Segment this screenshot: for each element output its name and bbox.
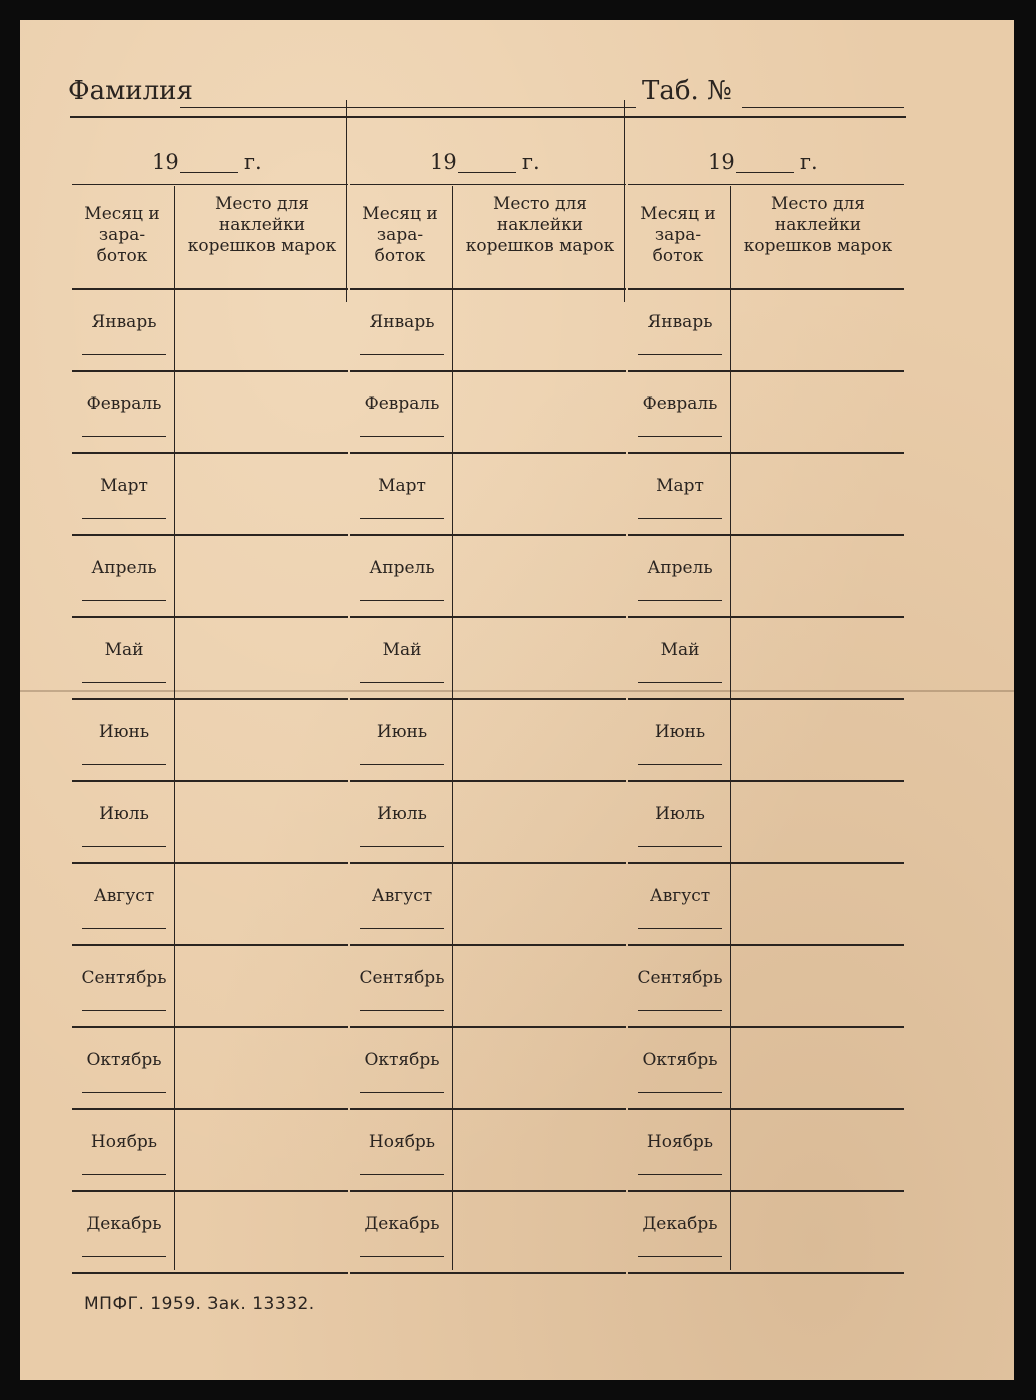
row-rule (350, 616, 626, 618)
earnings-field[interactable] (360, 764, 444, 765)
stamp-slot[interactable] (734, 460, 902, 534)
stamp-slot[interactable] (734, 952, 902, 1026)
stamp-slot[interactable] (178, 1034, 346, 1108)
month-label: Август (649, 886, 711, 906)
stamp-slot[interactable] (456, 542, 624, 616)
stamp-slot[interactable] (456, 378, 624, 452)
stamp-slot[interactable] (456, 296, 624, 370)
month-label: Апрель (647, 558, 713, 578)
earnings-field[interactable] (360, 1092, 444, 1093)
month-label: Ноябрь (90, 1132, 158, 1152)
month-label: Июнь (376, 722, 428, 742)
row-rule (350, 698, 626, 700)
row-rule (72, 1190, 348, 1192)
month-label: Июнь (98, 722, 150, 742)
month-label: Август (93, 886, 155, 906)
row-rule (72, 370, 348, 372)
row-rule (350, 780, 626, 782)
month-label: Апрель (91, 558, 157, 578)
earnings-field[interactable] (82, 1256, 166, 1257)
stamp-slot[interactable] (734, 378, 902, 452)
earnings-field[interactable] (638, 354, 722, 355)
month-label: Февраль (642, 394, 718, 414)
row-rule (628, 1108, 904, 1110)
year-block-2 (350, 120, 626, 1270)
month-label: Сентябрь (359, 968, 445, 988)
row-rule (350, 1108, 626, 1110)
year-rule (350, 184, 626, 185)
earnings-field[interactable] (638, 1092, 722, 1093)
document-sheet (20, 20, 1014, 1380)
row-rule (72, 698, 348, 700)
stamp-slot[interactable] (178, 296, 346, 370)
stamp-slot[interactable] (734, 788, 902, 862)
stamp-slot[interactable] (456, 1116, 624, 1190)
row-rule (628, 1190, 904, 1192)
earnings-field[interactable] (82, 846, 166, 847)
month-label: Январь (647, 312, 713, 332)
stamp-slot[interactable] (178, 1116, 346, 1190)
stamp-slot[interactable] (178, 542, 346, 616)
earnings-field[interactable] (360, 1256, 444, 1257)
earnings-field[interactable] (360, 1010, 444, 1011)
stamp-slot[interactable] (456, 706, 624, 780)
year-heading (628, 120, 904, 200)
year-prefix: 19 (708, 150, 735, 174)
tab-number-field[interactable] (742, 107, 904, 108)
earnings-field[interactable] (638, 600, 722, 601)
month-label: Май (660, 640, 700, 660)
year-field[interactable] (458, 172, 516, 173)
earnings-field[interactable] (360, 436, 444, 437)
header (68, 74, 906, 114)
earnings-field[interactable] (360, 518, 444, 519)
row-rule (350, 944, 626, 946)
stamp-slot[interactable] (734, 1116, 902, 1190)
month-label: Декабрь (364, 1214, 440, 1234)
row-rule (350, 534, 626, 536)
year-suffix: г. (244, 150, 262, 174)
month-label: Сентябрь (637, 968, 723, 988)
row-rule (72, 1026, 348, 1028)
row-rule (350, 1026, 626, 1028)
earnings-field[interactable] (638, 518, 722, 519)
month-label: Январь (91, 312, 157, 332)
month-label: Сентябрь (81, 968, 167, 988)
month-label: Январь (369, 312, 435, 332)
row-rule (72, 780, 348, 782)
year-prefix: 19 (152, 150, 179, 174)
stamp-slot[interactable] (456, 460, 624, 534)
earnings-field[interactable] (82, 1092, 166, 1093)
stamp-slot[interactable] (456, 788, 624, 862)
stamp-slot[interactable] (734, 542, 902, 616)
row-rule (628, 452, 904, 454)
year-block-1 (72, 120, 348, 1270)
row-rule (628, 616, 904, 618)
row-rule (72, 534, 348, 536)
block-divider (346, 100, 347, 302)
month-label: Июнь (654, 722, 706, 742)
month-label: Июль (99, 804, 149, 824)
row-rule (628, 1272, 904, 1274)
earnings-field[interactable] (82, 518, 166, 519)
print-footer: МПФГ. 1959. Зак. 13332. (84, 1294, 315, 1314)
earnings-field[interactable] (638, 1010, 722, 1011)
earnings-field[interactable] (82, 928, 166, 929)
header-bottom-rule (350, 288, 626, 290)
stamp-slot[interactable] (178, 378, 346, 452)
earnings-field[interactable] (638, 846, 722, 847)
block-divider (624, 100, 625, 302)
month-label: Март (100, 476, 148, 496)
stamp-slot[interactable] (456, 624, 624, 698)
earnings-field[interactable] (638, 764, 722, 765)
month-label: Март (656, 476, 704, 496)
stamp-slot[interactable] (178, 460, 346, 534)
stamp-slot[interactable] (178, 788, 346, 862)
month-label: Декабрь (86, 1214, 162, 1234)
earnings-field[interactable] (360, 1174, 444, 1175)
earnings-field[interactable] (638, 1256, 722, 1257)
row-rule (72, 944, 348, 946)
row-rule (350, 862, 626, 864)
column-header-month: Месяц и зара- боток (362, 204, 438, 266)
earnings-field[interactable] (360, 354, 444, 355)
tab-number-label: Таб. № (642, 76, 732, 106)
earnings-field[interactable] (82, 354, 166, 355)
year-field[interactable] (180, 172, 238, 173)
stamp-slot[interactable] (734, 296, 902, 370)
stamp-slot[interactable] (178, 1198, 346, 1272)
row-rule (628, 698, 904, 700)
stamp-slot[interactable] (734, 624, 902, 698)
row-rule (628, 862, 904, 864)
row-rule (72, 862, 348, 864)
row-rule (72, 452, 348, 454)
year-prefix: 19 (430, 150, 457, 174)
year-rule (628, 184, 904, 185)
earnings-field[interactable] (638, 682, 722, 683)
row-rule (350, 1272, 626, 1274)
earnings-field[interactable] (638, 928, 722, 929)
month-label: Апрель (369, 558, 435, 578)
earnings-field[interactable] (360, 600, 444, 601)
earnings-field[interactable] (82, 764, 166, 765)
earnings-field[interactable] (360, 928, 444, 929)
earnings-field[interactable] (82, 436, 166, 437)
year-heading (350, 120, 626, 200)
year-suffix: г. (522, 150, 540, 174)
year-block-3 (628, 120, 904, 1270)
earnings-field[interactable] (82, 682, 166, 683)
header-bottom-rule (628, 288, 904, 290)
month-label: Март (378, 476, 426, 496)
row-rule (350, 1190, 626, 1192)
column-header-stamps: Место для наклейки корешков марок (743, 194, 893, 256)
surname-field[interactable] (180, 107, 636, 108)
month-label: Май (382, 640, 422, 660)
stamp-slot[interactable] (178, 870, 346, 944)
month-label: Август (371, 886, 433, 906)
header-bottom-rule (72, 288, 348, 290)
month-label: Май (104, 640, 144, 660)
stamp-slot[interactable] (456, 1034, 624, 1108)
month-label: Ноябрь (368, 1132, 436, 1152)
month-label: Октябрь (86, 1050, 162, 1070)
column-header-month: Месяц и зара- боток (84, 204, 160, 266)
year-rule (72, 184, 348, 185)
month-label: Февраль (364, 394, 440, 414)
year-suffix: г. (800, 150, 818, 174)
row-rule (628, 1026, 904, 1028)
stamp-slot[interactable] (178, 952, 346, 1026)
row-rule (628, 370, 904, 372)
stamp-slot[interactable] (178, 624, 346, 698)
surname-label: Фамилия (68, 76, 193, 106)
month-label: Ноябрь (646, 1132, 714, 1152)
earnings-field[interactable] (360, 682, 444, 683)
stamp-slot[interactable] (734, 1034, 902, 1108)
earnings-field[interactable] (82, 1174, 166, 1175)
stamp-slot[interactable] (456, 870, 624, 944)
stamp-slot[interactable] (734, 870, 902, 944)
stamp-slot[interactable] (734, 1198, 902, 1272)
month-label: Октябрь (642, 1050, 718, 1070)
column-header-stamps: Место для наклейки корешков марок (465, 194, 615, 256)
earnings-field[interactable] (360, 846, 444, 847)
row-rule (628, 944, 904, 946)
header-rule (70, 116, 906, 118)
month-label: Июль (377, 804, 427, 824)
earnings-field[interactable] (82, 1010, 166, 1011)
month-label: Февраль (86, 394, 162, 414)
row-rule (628, 780, 904, 782)
year-heading (72, 120, 348, 200)
stamp-slot[interactable] (456, 952, 624, 1026)
row-rule (72, 1108, 348, 1110)
row-rule (72, 1272, 348, 1274)
row-rule (350, 370, 626, 372)
stamp-slot[interactable] (456, 1198, 624, 1272)
earnings-field[interactable] (638, 436, 722, 437)
stamp-slot[interactable] (178, 706, 346, 780)
column-header-stamps: Место для наклейки корешков марок (187, 194, 337, 256)
year-field[interactable] (736, 172, 794, 173)
row-rule (628, 534, 904, 536)
month-label: Декабрь (642, 1214, 718, 1234)
row-rule (350, 452, 626, 454)
stamp-slot[interactable] (734, 706, 902, 780)
month-label: Июль (655, 804, 705, 824)
column-header-month: Месяц и зара- боток (640, 204, 716, 266)
month-label: Октябрь (364, 1050, 440, 1070)
row-rule (72, 616, 348, 618)
earnings-field[interactable] (82, 600, 166, 601)
earnings-field[interactable] (638, 1174, 722, 1175)
